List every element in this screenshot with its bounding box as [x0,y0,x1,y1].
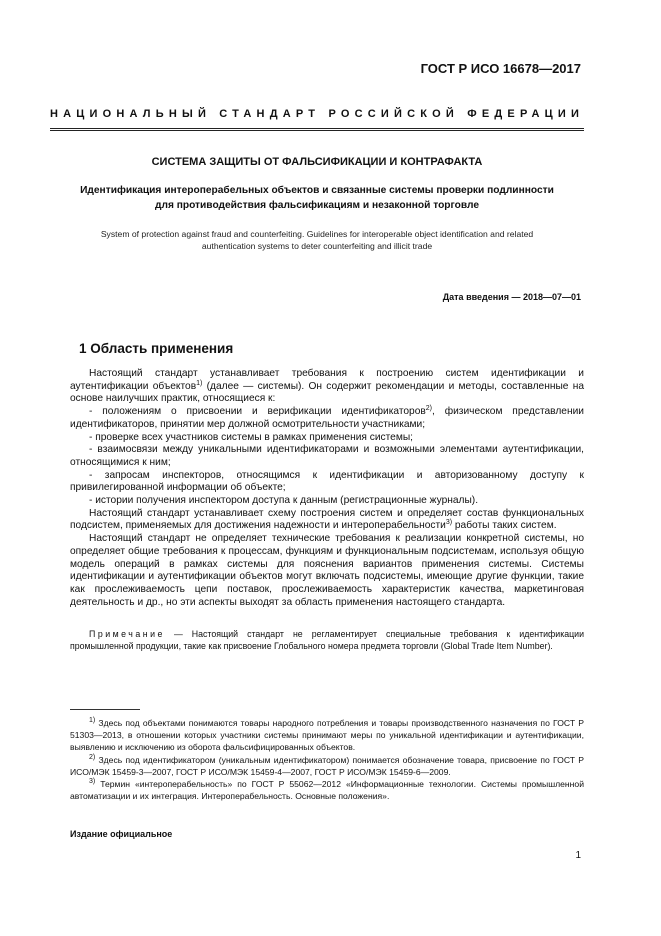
introduction-date: Дата введения — 2018—07—01 [442,292,581,302]
official-edition-label: Издание официальное [70,829,173,839]
scope-item-access-history: - истории получения инспектором доступа к данным (регистрационные журналы). [89,495,479,507]
footnote-3: $^{3)}$ Термин «интероперабельность» по ГОСТ Р 55062—2012 «Информационные технологии. Системы промышленной автоматизации и их интеграция. Интероперабельность. Основные положения». [70,778,584,802]
page-number: 1 [575,850,581,861]
footnote-separator [70,709,140,710]
footnote-2: $^{2)}$ Здесь под идентификатором (уникальным идентификатором) понимается обозначение товара, присвоение по ГОСТ Р ИСО/МЭК 15459-3—2007, ГОСТ Р ИСО/МЭК 15459-4—2007, ГОСТ Р ИСО/МЭК 15459-6—2009. [70,753,584,777]
header-rule-bottom [50,130,584,131]
standard-title: СИСТЕМА ЗАЩИТЫ ОТ ФАЛЬСИФИКАЦИИ И КОНТРАФАКТА [151,156,483,168]
national-standard-banner: НАЦИОНАЛЬНЫЙ СТАНДАРТ РОССИЙСКОЙ ФЕДЕРАЦИИ [50,108,585,120]
scope-item-inspector-requests: - запросам инспекторов, относящимся к идентификации и авторизованному доступу к привилегированной информации об объекте; [70,469,584,494]
subtitle-line-2: для противодействия фальсификациям и незаконной торговле [155,200,479,211]
scope-item-relations: - взаимосвязи между уникальными идентификаторами и возможными элементами аутентификации, относящимися к ним; [70,444,584,468]
footnote-ref-1: 1) [196,379,203,387]
note-label: Примечание [89,629,165,639]
footnotes [70,717,584,802]
scope-paragraph-3: Настоящий стандарт не определяет технические требования к реализации конкретной системы, но определяет общие требования к процессам, функциям и функциональным подсистемам, используя общую модель операций в рамках системы для пояснения вариантов применения системы. Системы идентификации и аутентификации объектов могут включать подсистемы, имеющие другие функции, такие как прослеживаемость цепи поставок, прослеживаемость характеристик качества, маркетинговая деятельность и др., но эти аспекты выходят за область применения настоящего стандарта. [70,533,584,608]
footnote-1: $^{1)}$ Здесь под объектами понимаются товары народного потребления и товары производственного назначения по ГОСТ Р 51303—2013, в отношении которых участники системы принимают меры по уникальной идентификации и аутентификации, выявлению и исключению из оборота фальсифицированных объектов. [70,717,584,753]
note-text: — Настоящий стандарт не регламентирует специальные требования к идентификации промышленной продукции, такие как присвоение Глобального номера предмета торговли (Global Trade Item Number). [70,629,584,651]
scope-note [70,628,584,652]
english-title-line-2: authentication systems to deter counterfeiting and illicit trade [201,241,433,251]
scope-item-participants: - проверке всех участников системы в рамках применения системы; [89,431,414,443]
header-rule-top [50,128,584,129]
document-code: ГОСТ Р ИСО 16678—2017 [420,61,581,76]
scope-body [70,368,584,609]
scope-item-identifiers: - положениям о присвоении и верификации идентификаторов$^{2)}$, физическом представлении идентификаторов, принятии мер должной осмотрительности участниками; [70,405,584,430]
standard-subtitle [60,183,574,213]
english-title-line-1: System of protection against fraud and counterfeiting. Guidelines for interoperable object identification and related [100,229,534,239]
section-heading: 1 Область применения [79,341,234,356]
english-title [60,228,574,252]
scope-paragraph-1: Настоящий стандарт устанавливает требования к построению систем идентификации и аутентификации объектов$^{1)}$ (далее — системы). Он содержит рекомендации и методы, составленные на основе наилучших практик, относящиеся к: [70,368,584,405]
footnote-ref-3: 3) [445,519,453,527]
subtitle-line-1: Идентификация интероперабельных объектов и связанные системы проверки подлинности [80,185,554,196]
scope-paragraph-2: Настоящий стандарт устанавливает схему построения систем и определяет состав функциональных подсистем, применяемых для достижения надежности и интероперабельности$^{3)}$ работы таких систем. [70,507,584,532]
footnote-ref-2: 2) [425,405,433,413]
